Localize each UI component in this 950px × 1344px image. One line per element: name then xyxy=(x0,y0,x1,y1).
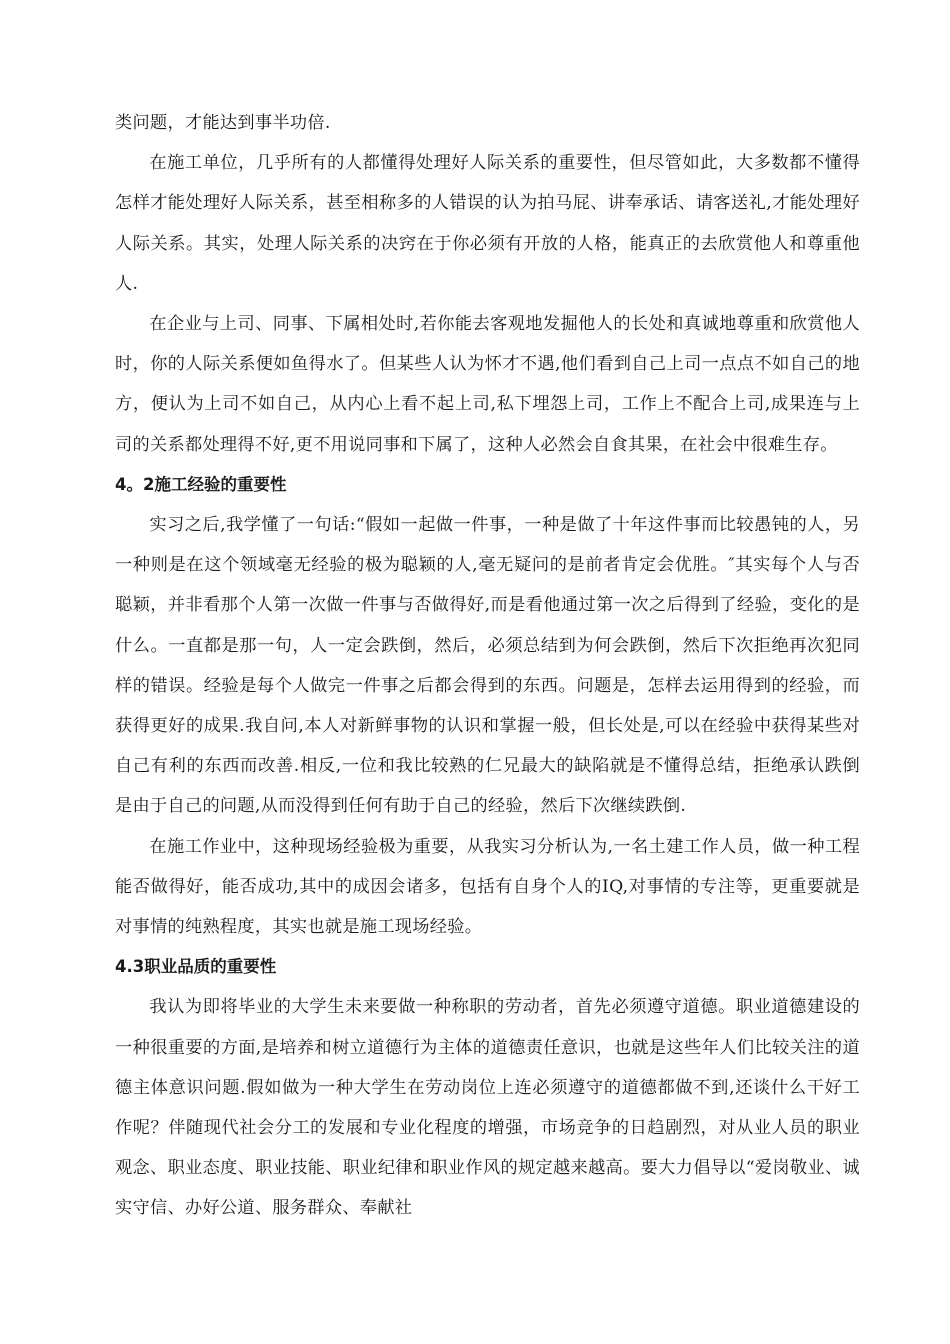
paragraph-interpersonal-importance: 在施工单位，几乎所有的人都懂得处理好人际关系的重要性，但尽管如此，大多数都不懂得怎样才能处理好人际关系，甚至相称多的人错误的认为拍马屁、讲奉承话、请客送礼,才能处理好人际关系。其实，处理人际关系的决窍在于你必须有开放的人格，能真正的去欣赏他人和尊重他人. xyxy=(115,153,860,294)
section-heading-4-3: 4.3职业品质的重要性 xyxy=(115,957,277,977)
paragraph-respect-others: 在企业与上司、同事、下属相处时,若你能去客观地发掘他人的长处和真诚地尊重和欣赏他人时，你的人际关系便如鱼得水了。但某些人认为怀才不遇,他们看到自己上司一点点不如自己的地方，便认为上司不如自己，从内心上看不起上司,私下埋怨上司，工作上不配合上司,成果连与上司的关系都处理得不好,更不用说同事和下属了，这种人必然会自食其果，在社会中很难生存。 xyxy=(115,314,860,455)
paragraph-professional-ethics: 我认为即将毕业的大学生未来要做一种称职的劳动者，首先必须遵守道德。职业道德建设的一种很重要的方面,是培养和树立道德行为主体的道德责任意识，也就是这些年人们比较关注的道德主体意识问题.假如做为一种大学生在劳动岗位上连必须遵守的道德都做不到,还谈什么干好工作呢？伴随现代社会分工的发展和专业化程度的增强，市场竞争的日趋剧烈，对从业人员的职业观念、职业态度、职业技能、职业纪律和职业作风的规定越来越高。要大力倡导以“爱岗敬业、诚实守信、办好公道、服务群众、奉献社 xyxy=(115,997,860,1219)
section-heading-4-2: 4。2施工经验的重要性 xyxy=(115,474,287,494)
paragraph-experience: 实习之后,我学懂了一句话:“假如一起做一件事，一种是做了十年这件事而比较愚钝的人，另一种则是在这个领域毫无经验的极为聪颖的人,毫无疑问的是前者肯定会优胜。″其实每个人与否聪颖，并非看那个人第一次做一件事与否做得好,而是看他通过第一次之后得到了经验，变化的是什么。一直都是那一句，人一定会跌倒，然后，必须总结到为何会跌倒，然后下次拒绝再次犯同样的错误。经验是每个人做完一件事之后都会得到的东西。问题是，怎样去运用得到的经验，而获得更好的成果.我自问,本人对新鲜事物的认识和掌握一般，但长处是,可以在经验中获得某些对自己有利的东西而改善.相反,一位和我比较熟的仁兄最大的缺陷就是不懂得总结，拒绝承认跌倒是由于自己的问题,从而没得到任何有助于自己的经验，然后下次继续跌倒. xyxy=(115,515,860,817)
paragraph-continuation: 类问题，才能达到事半功倍. xyxy=(115,113,331,133)
paragraph-site-experience: 在施工作业中，这种现场经验极为重要，从我实习分析认为,一名土建工作人员，做一种工程能否做得好，能否成功,其中的成因会诸多，包括有自身个人的IQ,对事情的专注等，更重要就是对事情的纯熟程度，其实也就是施工现场经验。 xyxy=(115,836,860,938)
document-page xyxy=(115,103,860,1229)
